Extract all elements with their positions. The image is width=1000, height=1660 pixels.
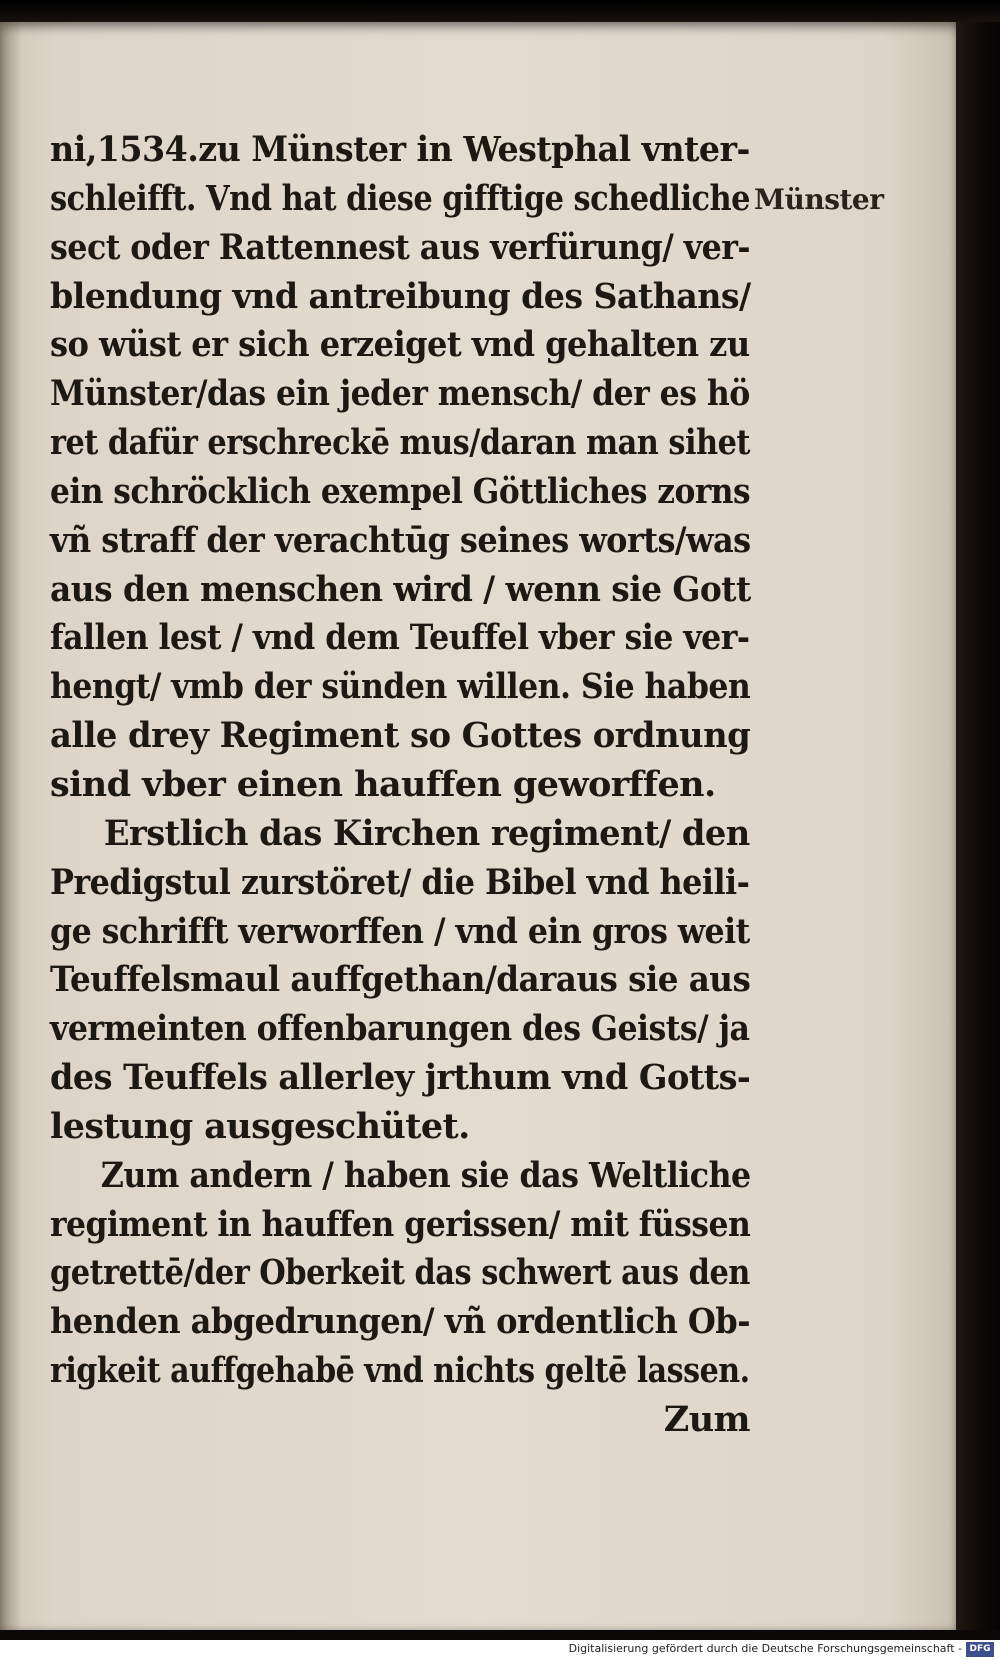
text-line: sect oder Rattennest aus verfürung/ ver-: [50, 226, 751, 268]
text-line: hengt/ vmb der sünden willen. Sie haben: [50, 666, 751, 708]
book-page-edge: [956, 22, 1000, 1630]
dfg-logo: DFG: [966, 1642, 994, 1657]
text-line: regiment in hauffen gerissen/ mit füssen: [50, 1203, 751, 1245]
text-line: ge schrifft verworffen / vnd ein gros weit: [50, 910, 750, 952]
text-line: fallen lest / vnd dem Teuffel vber sie ver-: [50, 617, 750, 659]
text-line: Predigstul zurstöret/ die Bibel vnd heili-: [50, 861, 750, 903]
book-binding-shadow: [0, 22, 22, 1630]
text-line: getrettē/der Oberkeit das schwert aus den: [50, 1252, 750, 1294]
text-line: henden abgedrungen/ vñ ordentlich Ob-: [50, 1301, 750, 1343]
text-line: alle drey Regiment so Gottes ordnung: [50, 715, 751, 757]
text-line: so wüst er sich erzeiget vnd gehalten zu: [50, 324, 750, 366]
text-line: aus den menschen wird / wenn sie Gott: [50, 568, 751, 610]
text-line: sind vber einen hauffen geworffen.: [50, 763, 716, 805]
text-line: Münster/das ein jeder mensch/ der es hö: [50, 373, 750, 415]
text-line: ein schröcklich exempel Göttliches zorns: [50, 470, 751, 512]
funding-notice: Digitalisierung gefördert durch die Deutsche Forschungsgemeinschaft -: [568, 1642, 962, 1655]
body-text: [50, 126, 750, 1445]
text-line: lestung ausgeschütet.: [50, 1105, 470, 1147]
catchword: Zum: [663, 1398, 750, 1440]
text-line: des Teuffels allerley jrthum vnd Gotts-: [50, 1057, 751, 1099]
text-line: vermeinten offenbarungen des Geists/ ja: [50, 1008, 750, 1050]
text-line: blendung vnd antreibung des Sathans/: [50, 275, 751, 317]
text-line: schleifft. Vnd hat diese gifftige schedliche: [50, 177, 751, 219]
text-line: Zum andern / haben sie das Weltliche: [100, 1154, 751, 1196]
text-line: Erstlich das Kirchen regiment/ den: [103, 812, 750, 854]
text-line: vñ straff der verachtūg seines worts/was: [50, 519, 751, 561]
text-line: Teuffelsmaul auffgethan/daraus sie aus: [50, 959, 751, 1001]
marginal-note: Münster: [754, 183, 884, 216]
text-line: ret dafür erschreckē mus/daran man sihet: [50, 422, 750, 464]
text-line: ni,1534.zu Münster in Westphal vnter-: [50, 129, 750, 170]
text-line: rigkeit auffgehabē vnd nichts geltē lassen.: [50, 1350, 750, 1392]
